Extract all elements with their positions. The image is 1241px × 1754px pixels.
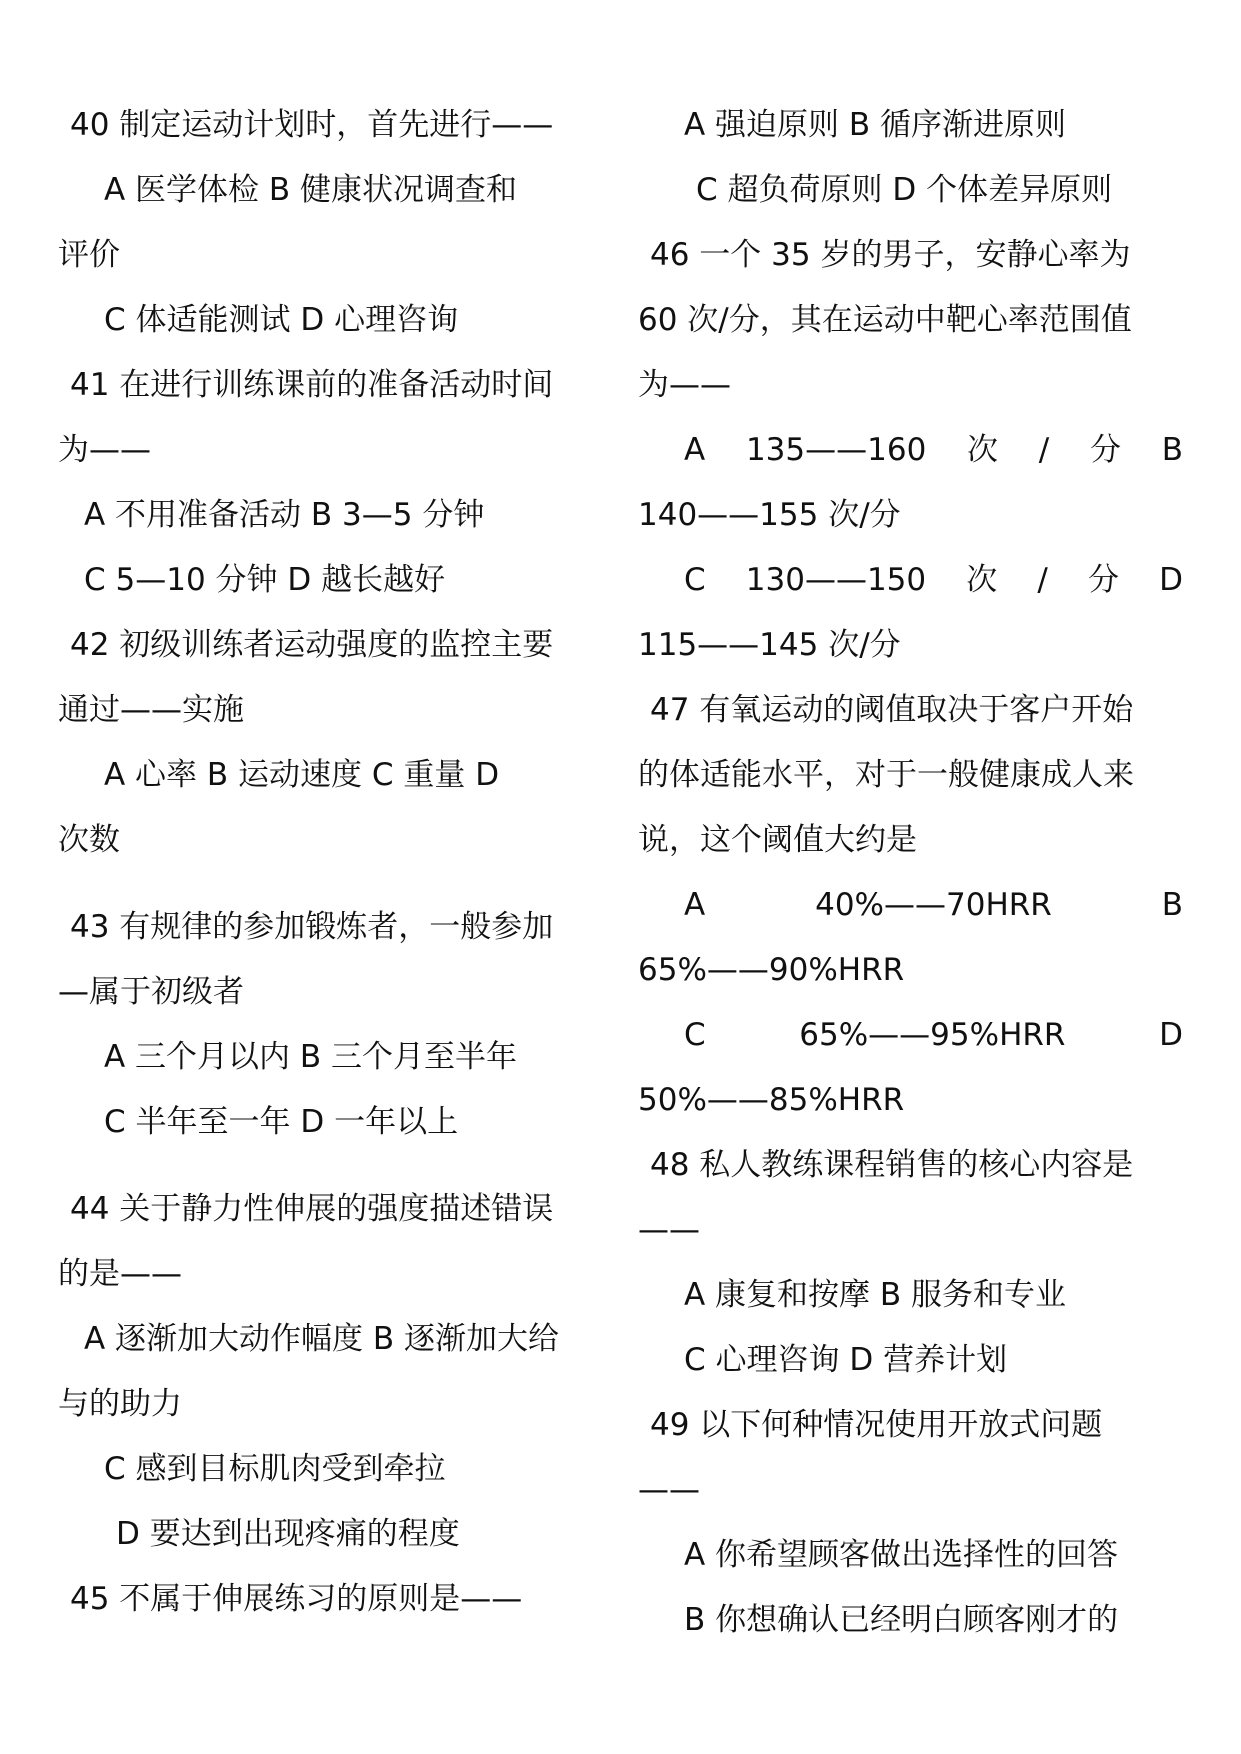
q47-stem-cont: 的体适能水平，对于一般健康成人来 [638, 757, 1134, 793]
q42-options-cont: 次数 [58, 822, 120, 858]
q46-stem: 46 一个 35 岁的男子，安静心率为 [650, 237, 1131, 273]
q44-stem-cont: 的是—— [58, 1256, 182, 1292]
q41-stem: 41 在进行训练课前的准备活动时间 [70, 367, 554, 403]
q46-option-b-label: B [1161, 432, 1183, 468]
q47-option-a-label: A [684, 887, 706, 923]
q48-stem-cont: —— [638, 1212, 700, 1248]
q46-option-a-label: A [684, 432, 706, 468]
right-column [638, 93, 1183, 1653]
q40-stem: 40 制定运动计划时，首先进行—— [70, 107, 554, 143]
q45-options-ab: A 强迫原则 B 循序渐进原则 [684, 107, 1067, 143]
q41-stem-cont: 为—— [58, 432, 151, 468]
q49-option-a: A 你希望顾客做出选择性的回答 [684, 1537, 1119, 1573]
q46-option-d-value: 115——145 次/分 [638, 627, 901, 663]
q43-options-ab: A 三个月以内 B 三个月至半年 [104, 1039, 518, 1075]
q40-options-cd: C 体适能测试 D 心理咨询 [104, 302, 459, 338]
q48-options-ab: A 康复和按摩 B 服务和专业 [684, 1277, 1067, 1313]
q49-option-b: B 你想确认已经明白顾客刚才的 [684, 1602, 1119, 1638]
q41-options-cd: C 5—10 分钟 D 越长越好 [84, 562, 446, 598]
q46-option-d-label: D [1159, 562, 1183, 598]
q46-option-c-value: 130——150 [745, 562, 927, 598]
q46-option-a-slash: / [1038, 432, 1050, 468]
q47-option-c-value: 65%——95%HRR [799, 1017, 1066, 1053]
q42-stem: 42 初级训练者运动强度的监控主要 [70, 627, 554, 663]
q41-options-ab: A 不用准备活动 B 3—5 分钟 [84, 497, 485, 533]
q43-stem: 43 有规律的参加锻炼者，一般参加 [70, 909, 554, 945]
q46-option-b-value: 140——155 次/分 [638, 497, 901, 533]
q44-stem: 44 关于静力性伸展的强度描述错误 [70, 1191, 554, 1227]
q47-option-d-label: D [1159, 1017, 1183, 1053]
q46-option-a-value: 135——160 [745, 432, 927, 468]
q47-option-d-value: 50%——85%HRR [638, 1082, 905, 1118]
q45-stem: 45 不属于伸展练习的原则是—— [70, 1581, 523, 1617]
q46-options-cd [638, 548, 1183, 613]
q46-option-a-unit2: 分 [1089, 432, 1121, 468]
left-column [58, 93, 608, 1632]
q43-stem-cont: —属于初级者 [58, 974, 244, 1010]
q44-options-ab: A 逐渐加大动作幅度 B 逐渐加大给 [84, 1321, 560, 1357]
q44-option-c: C 感到目标肌肉受到牵拉 [104, 1451, 446, 1487]
q47-stem: 47 有氧运动的阈值取决于客户开始 [650, 692, 1134, 728]
q46-option-c-unit: 次 [966, 562, 998, 598]
q40-options-ab: A 医学体检 B 健康状况调查和 [104, 172, 518, 208]
q42-options: A 心率 B 运动速度 C 重量 D [104, 757, 500, 793]
q46-option-a-unit: 次 [967, 432, 999, 468]
spacer [58, 1155, 608, 1177]
q48-options-cd: C 心理咨询 D 营养计划 [684, 1342, 1008, 1378]
q47-option-b-value: 65%——90%HRR [638, 952, 905, 988]
spacer [58, 873, 608, 895]
q47-stem-cont-2: 说，这个阈值大约是 [638, 822, 917, 858]
q47-options-ab [638, 873, 1183, 938]
q46-stem-cont-2: 为—— [638, 367, 731, 403]
q47-option-b-label: B [1161, 887, 1183, 923]
q48-stem: 48 私人教练课程销售的核心内容是 [650, 1147, 1134, 1183]
q46-option-c-slash: / [1037, 562, 1048, 598]
q44-option-d: D 要达到出现疼痛的程度 [116, 1516, 460, 1552]
q49-stem: 49 以下何种情况使用开放式问题 [650, 1407, 1103, 1443]
q43-options-cd: C 半年至一年 D 一年以上 [104, 1104, 459, 1140]
q46-stem-cont: 60 次/分，其在运动中靶心率范围值 [638, 302, 1132, 338]
q46-options-ab [638, 418, 1183, 483]
q44-options-ab-cont: 与的助力 [58, 1386, 182, 1422]
q46-option-c-label: C [684, 562, 706, 598]
q46-option-c-unit2: 分 [1087, 562, 1119, 598]
q47-options-cd [638, 1003, 1183, 1068]
q47-option-c-label: C [684, 1017, 706, 1053]
q47-option-a-value: 40%——70HRR [815, 887, 1052, 923]
q42-stem-cont: 通过——实施 [58, 692, 244, 728]
q45-options-cd: C 超负荷原则 D 个体差异原则 [696, 172, 1113, 208]
q40-options-ab-cont: 评价 [58, 237, 120, 273]
q49-stem-cont: —— [638, 1472, 700, 1508]
